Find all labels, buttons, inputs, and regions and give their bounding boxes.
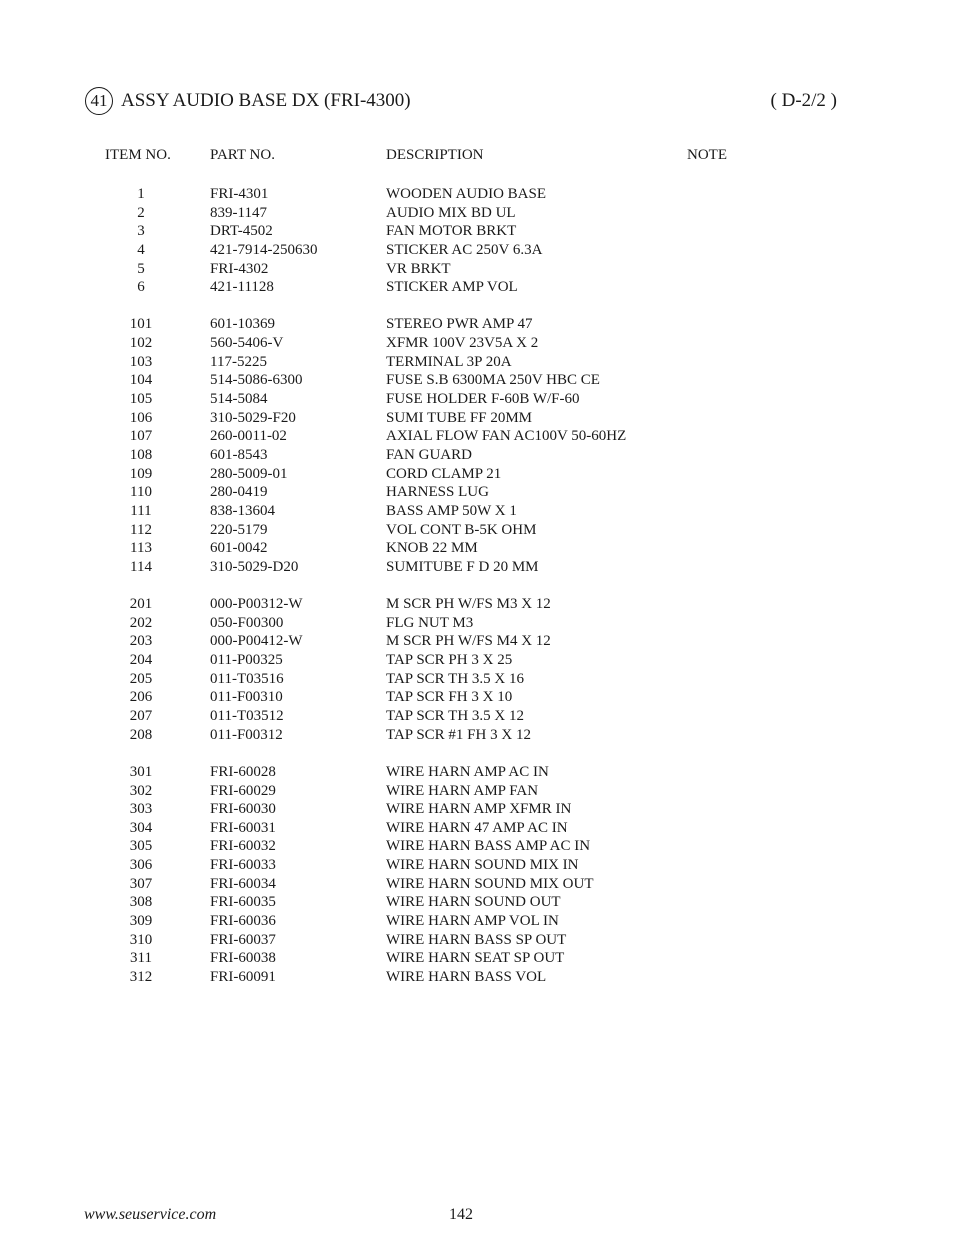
table-row xyxy=(0,465,954,484)
table-row xyxy=(0,390,954,409)
table-row xyxy=(0,763,954,782)
part-no-cell: 601-8543 xyxy=(210,446,268,463)
table-row xyxy=(0,949,954,968)
part-no-cell: FRI-4301 xyxy=(210,186,269,202)
table-row xyxy=(0,521,954,540)
item-no-cell: 109 xyxy=(129,465,153,482)
table-row xyxy=(0,726,954,745)
part-no-cell: 050-F00300 xyxy=(210,614,284,631)
description-cell: HARNESS LUG xyxy=(386,484,489,501)
section-header xyxy=(85,86,845,116)
description-cell: FLG NUT M3 xyxy=(386,614,474,631)
item-no-cell: 3 xyxy=(137,223,145,240)
table-row xyxy=(0,371,954,390)
description-cell: AXIAL FLOW FAN AC100V 50-60HZ xyxy=(386,428,627,445)
table-row xyxy=(0,241,954,260)
table-row xyxy=(0,260,954,279)
table-row xyxy=(0,204,954,223)
item-no-cell: 301 xyxy=(129,763,153,780)
table-row xyxy=(0,893,954,912)
part-no-cell: FRI-4302 xyxy=(210,260,269,277)
description-cell: WIRE HARN SEAT SP OUT xyxy=(386,950,565,967)
description-cell: WIRE HARN AMP VOL IN xyxy=(386,912,559,929)
table-row xyxy=(0,278,954,297)
item-no-cell: 2 xyxy=(137,204,145,221)
part-no-cell: 838-13604 xyxy=(210,502,275,519)
item-no-cell: 108 xyxy=(129,446,153,463)
description-cell: STICKER AMP VOL xyxy=(386,279,518,296)
footer-website: www.seuservice.com xyxy=(84,1206,217,1223)
item-no-cell: 304 xyxy=(129,819,153,836)
description-cell: KNOB 22 MM xyxy=(386,540,478,557)
table-row xyxy=(0,819,954,838)
description-cell: FUSE HOLDER F-60B W/F-60 xyxy=(386,391,580,408)
part-no-cell: FRI-60033 xyxy=(210,857,276,874)
column-header-note: NOTE xyxy=(687,147,727,163)
part-no-cell: 421-7914-250630 xyxy=(210,241,318,258)
description-cell: WIRE HARN 47 AMP AC IN xyxy=(386,819,568,836)
part-no-cell: 839-1147 xyxy=(210,204,267,221)
part-no-cell: FRI-60091 xyxy=(210,968,276,985)
description-cell: FUSE S.B 6300MA 250V HBC CE xyxy=(386,372,600,389)
item-no-cell: 306 xyxy=(129,857,153,874)
table-row xyxy=(0,483,954,502)
table-row xyxy=(0,707,954,726)
table-row xyxy=(0,912,954,931)
description-cell: VOL CONT B-5K OHM xyxy=(386,521,537,538)
column-header-item-no: ITEM NO. xyxy=(105,147,171,163)
item-no-cell: 105 xyxy=(129,391,153,408)
part-no-cell: FRI-60036 xyxy=(210,912,276,929)
part-no-cell: 514-5084 xyxy=(210,391,268,408)
description-cell: M SCR PH W/FS M3 X 12 xyxy=(386,596,551,613)
part-no-cell: 280-5009-01 xyxy=(210,465,288,482)
parts-list xyxy=(0,185,954,987)
item-no-cell: 206 xyxy=(129,689,153,706)
item-no-cell: 104 xyxy=(129,372,153,389)
part-no-cell: 011-P00325 xyxy=(210,652,283,669)
description-cell: WIRE HARN SOUND MIX IN xyxy=(386,857,579,874)
part-no-cell: 011-T03512 xyxy=(210,707,284,724)
description-cell: SUMITUBE F D 20 MM xyxy=(386,558,539,575)
part-no-cell: FRI-60034 xyxy=(210,875,276,892)
part-no-cell: 601-10369 xyxy=(210,316,275,333)
table-row xyxy=(0,837,954,856)
description-cell: BASS AMP 50W X 1 xyxy=(386,502,517,519)
item-no-cell: 205 xyxy=(129,670,153,687)
part-no-cell: DRT-4502 xyxy=(210,223,273,240)
part-no-cell: 011-F00310 xyxy=(210,689,283,706)
part-no-cell: 000-P00312-W xyxy=(210,596,303,613)
table-row xyxy=(0,651,954,670)
description-cell: M SCR PH W/FS M4 X 12 xyxy=(386,633,551,650)
description-cell: WIRE HARN AMP FAN xyxy=(386,782,539,799)
item-no-cell: 311 xyxy=(130,950,152,967)
item-no-cell: 112 xyxy=(130,521,152,538)
item-no-cell: 103 xyxy=(129,353,153,370)
description-cell: FAN MOTOR BRKT xyxy=(386,223,517,240)
item-no-cell: 202 xyxy=(129,614,153,631)
part-no-cell: FRI-60038 xyxy=(210,950,276,967)
section-number-badge: 41 xyxy=(85,87,113,115)
page-code: ( D-2/2 ) xyxy=(770,90,837,111)
part-no-cell: 011-T03516 xyxy=(210,670,284,687)
column-header-part-no: PART NO. xyxy=(210,147,275,163)
description-cell: STEREO PWR AMP 47 xyxy=(386,316,533,333)
item-no-cell: 309 xyxy=(129,912,153,929)
part-no-cell: 260-0011-02 xyxy=(210,428,287,445)
description-cell: VR BRKT xyxy=(386,260,451,277)
item-no-cell: 114 xyxy=(130,558,152,575)
description-cell: TERMINAL 3P 20A xyxy=(386,353,512,370)
table-row xyxy=(0,502,954,521)
description-cell: TAP SCR PH 3 X 25 xyxy=(386,652,513,669)
page-title: ASSY AUDIO BASE DX (FRI-4300) xyxy=(121,90,411,111)
item-no-cell: 208 xyxy=(129,726,153,743)
part-no-cell: 560-5406-V xyxy=(210,335,284,352)
table-row xyxy=(0,446,954,465)
part-no-cell: 310-5029-F20 xyxy=(210,409,296,426)
part-no-cell: 601-0042 xyxy=(210,540,268,557)
description-cell: WIRE HARN SOUND OUT xyxy=(386,894,561,911)
description-cell: TAP SCR TH 3.5 X 12 xyxy=(386,707,524,724)
table-row xyxy=(0,222,954,241)
table-row xyxy=(0,782,954,801)
description-cell: WIRE HARN SOUND MIX OUT xyxy=(386,875,594,892)
item-no-cell: 1 xyxy=(137,186,145,202)
table-row xyxy=(0,334,954,353)
part-no-cell: 000-P00412-W xyxy=(210,633,303,650)
column-headers xyxy=(0,147,954,167)
item-no-cell: 106 xyxy=(129,409,153,426)
description-cell: XFMR 100V 23V5A X 2 xyxy=(386,335,539,352)
table-row xyxy=(0,968,954,987)
item-no-cell: 201 xyxy=(129,596,153,613)
item-no-cell: 303 xyxy=(129,801,153,818)
footer-page-number: 142 xyxy=(449,1206,473,1223)
column-header-description: DESCRIPTION xyxy=(386,147,484,163)
table-row xyxy=(0,670,954,689)
part-no-cell: FRI-60031 xyxy=(210,819,276,836)
table-row xyxy=(0,595,954,614)
table-row xyxy=(0,931,954,950)
item-no-cell: 111 xyxy=(130,502,152,519)
part-no-cell: FRI-60028 xyxy=(210,763,276,780)
item-no-cell: 107 xyxy=(129,428,153,445)
table-row xyxy=(0,539,954,558)
item-no-cell: 310 xyxy=(129,931,153,948)
part-no-cell: FRI-60029 xyxy=(210,782,276,799)
description-cell: WIRE HARN AMP AC IN xyxy=(386,763,549,780)
description-cell: SUMI TUBE FF 20MM xyxy=(386,409,533,426)
item-no-cell: 6 xyxy=(137,279,145,296)
part-no-cell: 011-F00312 xyxy=(210,726,283,743)
description-cell: CORD CLAMP 21 xyxy=(386,465,502,482)
table-row xyxy=(0,856,954,875)
description-cell: AUDIO MIX BD UL xyxy=(386,204,516,221)
part-no-cell: 310-5029-D20 xyxy=(210,558,299,575)
description-cell: WOODEN AUDIO BASE xyxy=(386,186,546,202)
item-no-cell: 203 xyxy=(129,633,153,650)
table-row xyxy=(0,315,954,334)
item-no-cell: 305 xyxy=(129,838,153,855)
item-no-cell: 4 xyxy=(137,241,145,258)
part-no-cell: FRI-60032 xyxy=(210,838,276,855)
description-cell: WIRE HARN BASS AMP AC IN xyxy=(386,838,591,855)
part-no-cell: FRI-60037 xyxy=(210,931,276,948)
table-row xyxy=(0,409,954,428)
item-no-cell: 207 xyxy=(129,707,153,724)
item-no-cell: 312 xyxy=(129,968,153,985)
part-no-cell: FRI-60030 xyxy=(210,801,276,818)
description-cell: TAP SCR TH 3.5 X 16 xyxy=(386,670,524,687)
part-no-cell: FRI-60035 xyxy=(210,894,276,911)
description-cell: WIRE HARN AMP XFMR IN xyxy=(386,801,572,818)
table-row xyxy=(0,558,954,577)
item-no-cell: 307 xyxy=(129,875,153,892)
table-row xyxy=(0,614,954,633)
table-row xyxy=(0,353,954,372)
item-no-cell: 308 xyxy=(129,894,153,911)
item-no-cell: 204 xyxy=(129,652,153,669)
item-no-cell: 113 xyxy=(130,540,152,557)
description-cell: WIRE HARN BASS SP OUT xyxy=(386,931,567,948)
table-row xyxy=(0,427,954,446)
table-row xyxy=(0,875,954,894)
part-no-cell: 514-5086-6300 xyxy=(210,372,303,389)
description-cell: FAN GUARD xyxy=(386,446,472,463)
description-cell: TAP SCR #1 FH 3 X 12 xyxy=(386,726,531,743)
part-no-cell: 421-11128 xyxy=(210,279,274,296)
item-no-cell: 110 xyxy=(130,484,152,501)
table-row xyxy=(0,185,954,204)
part-no-cell: 220-5179 xyxy=(210,521,268,538)
description-cell: WIRE HARN BASS VOL xyxy=(386,968,547,985)
description-cell: STICKER AC 250V 6.3A xyxy=(386,241,543,258)
description-cell: TAP SCR FH 3 X 10 xyxy=(386,689,513,706)
item-no-cell: 5 xyxy=(137,260,145,277)
part-no-cell: 117-5225 xyxy=(210,353,267,370)
table-row xyxy=(0,800,954,819)
item-no-cell: 302 xyxy=(129,782,153,799)
table-row xyxy=(0,632,954,651)
item-no-cell: 101 xyxy=(129,316,153,333)
part-no-cell: 280-0419 xyxy=(210,484,268,501)
item-no-cell: 102 xyxy=(129,335,153,352)
table-row xyxy=(0,688,954,707)
